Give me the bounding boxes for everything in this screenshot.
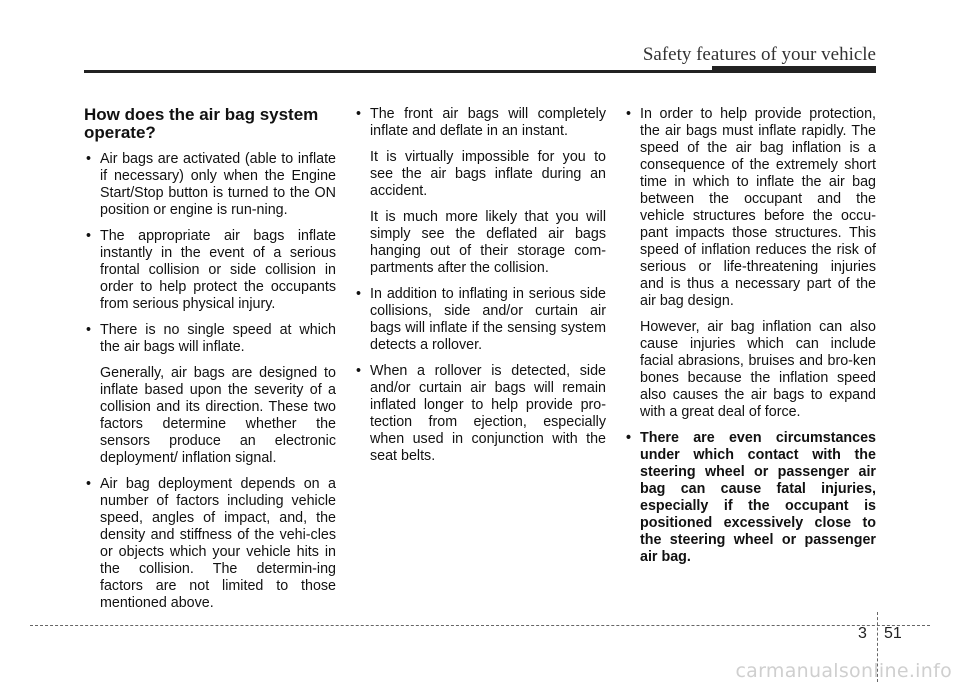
bullet-list xyxy=(354,106,606,465)
watermark: carmanualsonline.info xyxy=(735,660,952,682)
list-item-text: The front air bags will completely inflate and deflate in an instant. xyxy=(370,106,606,139)
list-item-subparagraph: It is much more likely that you will simply see the deflated air bags hanging out of their storage com-partments after the collision. xyxy=(370,209,606,276)
list-item xyxy=(84,322,336,467)
list-item-text: There is no single speed at which the air bags will inflate. xyxy=(100,322,336,355)
warning-list-item: • There are even circumstances under which contact with the steering wheel or passenger air bag can cause fatal injuries, especially if the occupant is positioned excessively close to the steering wheel or passenger air bag. xyxy=(624,430,876,566)
bullet-list xyxy=(84,151,336,612)
column-2 xyxy=(354,106,606,474)
list-item: • Air bag deployment depends on a number of factors including vehicle speed, angles of impact, and, the density and stiffness of the vehi-cles or objects which your vehicle hits in the collision. The determin-ing factors are not limited to those mentioned above. xyxy=(84,476,336,612)
list-item-subparagraph: It is virtually impossible for you to see the air bags inflate during an accident. xyxy=(370,149,606,199)
page-header-title: Safety features of your vehicle xyxy=(642,44,876,65)
list-item: • The appropriate air bags inflate instantly in the event of a serious frontal collision or side collision in order to help protect the occupants from serious physical injury. xyxy=(84,228,336,313)
list-item: • In addition to inflating in serious side collisions, side and/or curtain air bags will inflate if the sensing system detects a rollover. xyxy=(354,286,606,354)
list-item-text: In order to help provide protection, the air bags must inflate rapidly. The speed of the air bag inflation is a consequence of the extremely short time in which to inflate the air bag between the occupant and the vehicle structures before the occu-pant impacts those structures. This speed of inflation reduces the risk of serious or life-threatening injuries and is thus a necessary part of the air bag design. xyxy=(640,106,876,309)
page-number: 51 xyxy=(884,625,902,642)
list-item xyxy=(624,106,876,421)
list-item xyxy=(354,106,606,277)
column-1 xyxy=(84,106,336,621)
footer-dashed-rule xyxy=(30,625,930,626)
bullet-list xyxy=(624,106,876,566)
list-item: • When a rollover is detected, side and/or curtain air bags will remain inflated longer to help provide pro-tection from ejection, especially when used in conjunction with the seat belts. xyxy=(354,363,606,465)
list-item: • Air bags are activated (able to inflate if necessary) only when the Engine Start/Stop button is turned to the ON position or engine is run-ning. xyxy=(84,151,336,219)
list-item-subparagraph: However, air bag inflation can also cause injuries which can include facial abrasions, bruises and bro-ken bones because the inflation speed also causes the air bags to expand with a great deal of force. xyxy=(640,319,876,420)
list-item-subparagraph: Generally, air bags are designed to inflate based upon the severity of a collision and its direction. These two factors determine whether the sensors produce an electronic deployment/ inflation signal. xyxy=(100,365,336,466)
column-3 xyxy=(624,106,876,575)
chapter-number: 3 xyxy=(858,625,867,642)
header-rule-accent xyxy=(712,66,876,73)
section-heading: How does the air bag system operate? xyxy=(84,105,319,142)
